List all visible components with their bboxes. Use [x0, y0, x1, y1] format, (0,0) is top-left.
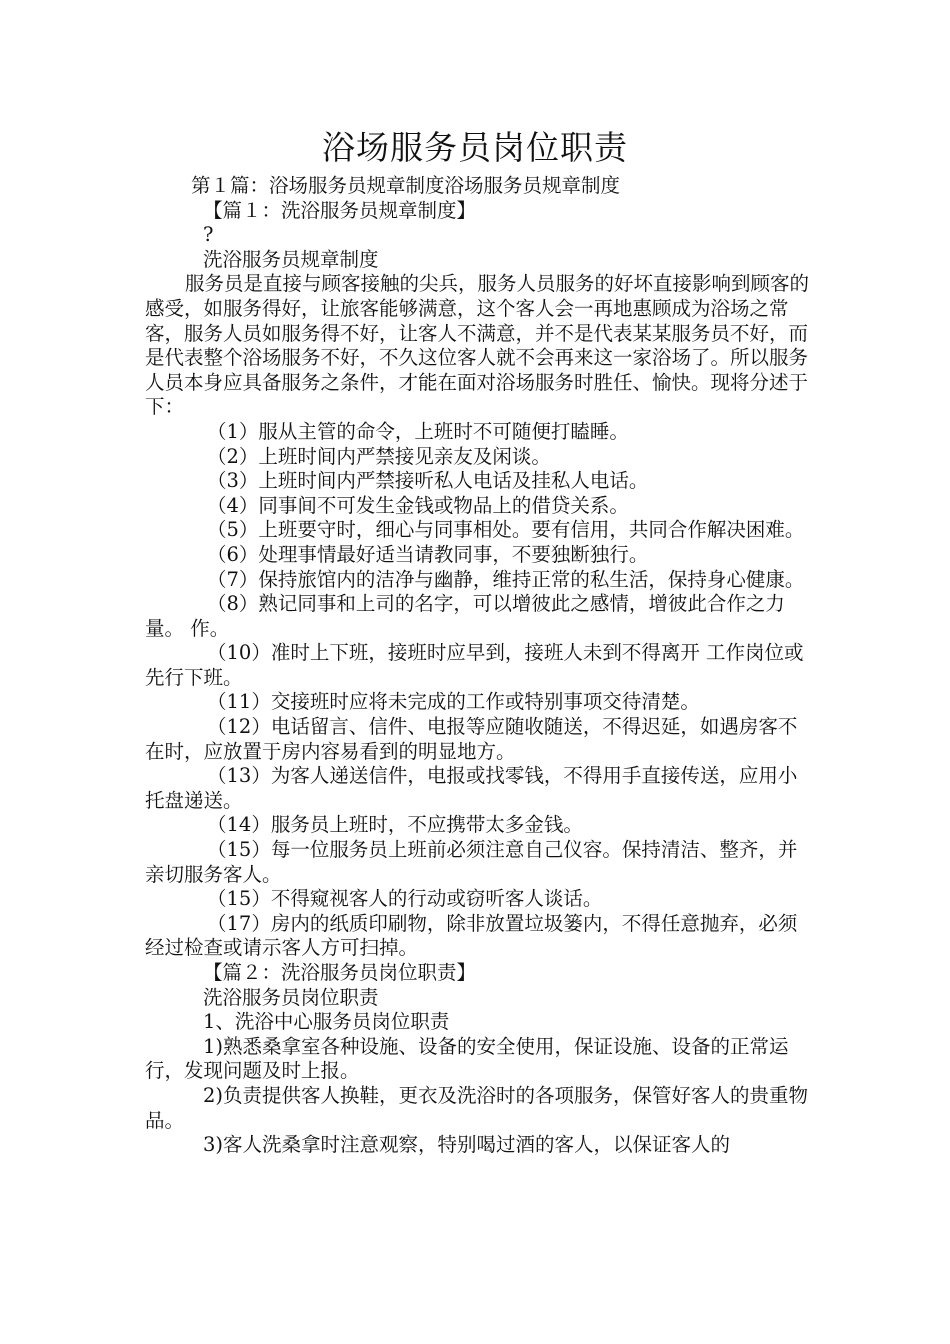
list-item: （15）不得窥视客人的行动或窃听客人谈话。	[207, 887, 603, 911]
intro-paragraph: 服务员是直接与顾客接触的尖兵，服务人员服务的好坏直接影响到顾客的感受，如服务得好，让旅客能够满意，这个客人会一再地惠顾成为浴场之常客，服务人员如服务得不好，让客人不满意，并不是代表某某服务员不好，而是代表整个浴场服务不好，不久这位客人就不会再来这一家浴场了。所以服务人员本身应具备服务之条件，才能在面对浴场服务时胜任、愉快。现将分述于下：	[145, 272, 810, 419]
list-item: （2）上班时间内严禁接见亲友及闲谈。	[207, 444, 551, 468]
duty-item: 1)熟悉桑拿室各种设施、设备的安全使用，保证设施、设备的正常运行，发现问题及时上报。	[145, 1034, 789, 1083]
section2-subheading: 1、洗浴中心服务员岗位职责	[203, 1010, 450, 1034]
list-item: （6）处理事情最好适当请教同事，不要独断独行。	[207, 542, 649, 566]
list-item: （15）每一位服务员上班前必须注意自己仪容。保持清洁、整齐，并亲切服务客人。	[145, 838, 798, 886]
duty-item: 2)负责提供客人换鞋，更衣及洗浴时的各项服务，保管好客人的贵重物品。	[145, 1083, 809, 1132]
list-item: （11）交接班时应将未完成的工作或特别事项交待清楚。	[207, 690, 700, 714]
list-item: （8）熟记同事和上司的名字，可以增彼此之感情，增彼此合作之力量。 作。	[145, 592, 785, 640]
subtitle: 第１篇：浴场服务员规章制度浴场服务员规章制度	[191, 174, 621, 197]
list-item: （14）服务员上班时，不应携带太多金钱。	[207, 813, 583, 837]
question-mark: ?	[203, 223, 214, 247]
list-item: （1）服从主管的命令，上班时不可随便打瞌睡。	[207, 419, 629, 443]
list-item: （10）准时上下班，接班时应早到，接班人未到不得离开 工作岗位或先行下班。	[145, 641, 804, 689]
list-item: （5）上班要守时，细心与同事相处。要有信用，共同合作解决困难。	[207, 518, 805, 542]
list-item: （4）同事间不可发生金钱或物品上的借贷关系。	[207, 493, 629, 517]
document-body	[145, 174, 810, 1158]
section2-heading: 【篇２：洗浴服务员岗位职责】	[203, 961, 477, 984]
list-item: （17）房内的纸质印刷物，除非放置垃圾篓内，不得任意抛弃，必须经过检查或请示客人方可扫掉。	[145, 911, 798, 960]
list-item: （12）电话留言、信件、电报等应随收随送，不得迟延，如遇房客不在时，应放置于房内容易看到的明显地方。	[145, 715, 798, 763]
section1-title: 洗浴服务员规章制度	[203, 247, 379, 271]
section2-title: 洗浴服务员岗位职责	[203, 985, 379, 1009]
list-item: （3）上班时间内严禁接听私人电话及挂私人电话。	[207, 469, 649, 493]
duty-item: 3)客人洗桑拿时注意观察，特别喝过酒的客人，以保证客人的	[203, 1133, 731, 1157]
section1-heading: 【篇１：洗浴服务员规章制度】	[203, 198, 477, 222]
document-title: 浴场服务员岗位职责	[322, 128, 628, 167]
list-item: （13）为客人递送信件，电报或找零钱，不得用手直接传送，应用小托盘递送。	[145, 764, 798, 812]
list-item: （7）保持旅馆内的洁净与幽静，维持正常的私生活，保持身心健康。	[207, 567, 805, 591]
